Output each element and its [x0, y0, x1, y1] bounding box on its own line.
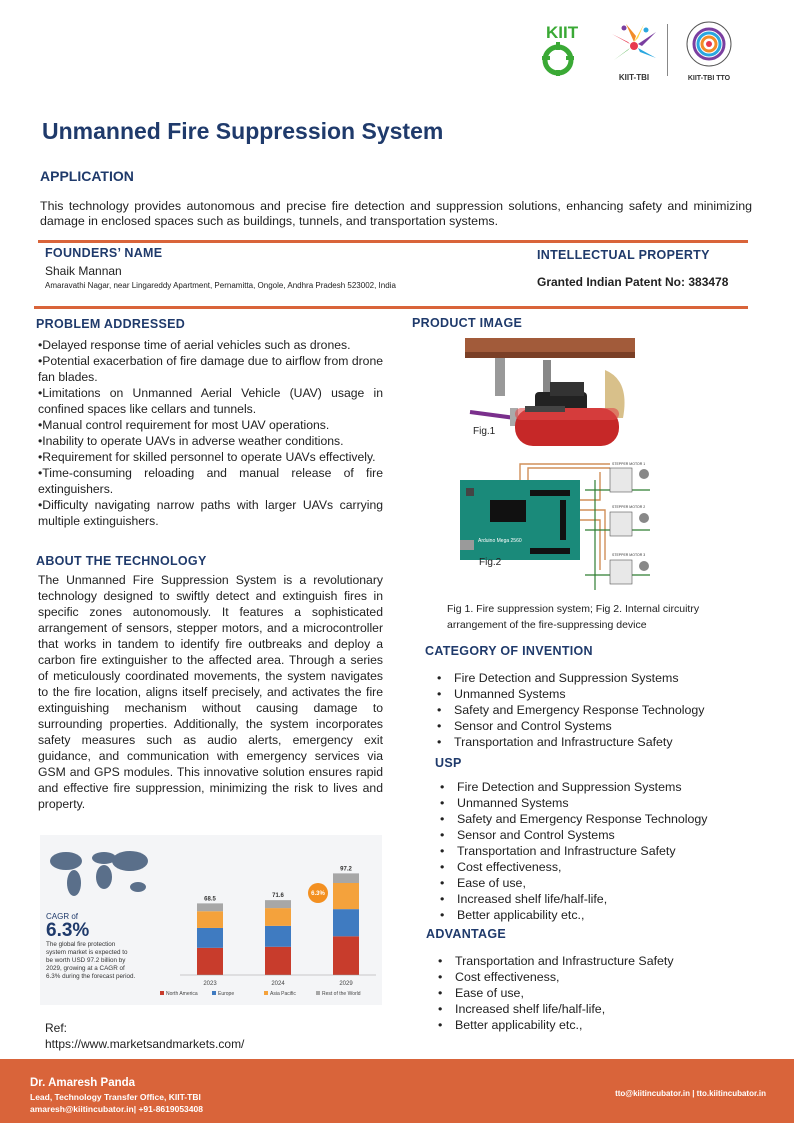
list-item: •Limitations on Unmanned Aerial Vehicle (UAV) usage in confined spaces like cellars and tunnels.	[38, 386, 383, 416]
usp-list	[437, 779, 757, 923]
stepper-motor-2-label: STEPPER MOTOR 2	[612, 505, 646, 509]
kiit-tbi-logo-text: KIIT-TBI	[618, 73, 650, 82]
footer	[0, 1059, 794, 1123]
list-item: • Cost effectiveness,	[435, 969, 755, 985]
bar-total-label: 71.6	[272, 893, 284, 900]
kiit-tbi-tto-logo-text: KIIT-TBI TTO	[687, 75, 731, 82]
list-item: • Increased shelf life/half-life,	[437, 891, 757, 907]
list-item: • Unmanned Systems	[437, 795, 757, 811]
list-item: •Inability to operate UAVs in adverse weather conditions.	[38, 434, 344, 448]
bar-segment	[197, 903, 223, 911]
product-images	[455, 330, 755, 600]
list-item: • Better applicability etc.,	[437, 907, 757, 923]
kiit-tbi-tto-logo	[676, 18, 742, 82]
legend-label: North America	[166, 991, 198, 997]
list-item: • Transportation and Infrastructure Safety	[434, 734, 754, 750]
bar-segment	[333, 873, 359, 883]
fig2-label: Fig.2	[479, 557, 502, 568]
patent-number: Granted Indian Patent No: 383478	[537, 275, 729, 289]
bar-segment	[333, 909, 359, 936]
bar-total-label: 97.2	[340, 866, 352, 873]
category-tick-label: 2024	[271, 981, 285, 987]
logo-divider	[667, 24, 668, 76]
application-heading: APPLICATION	[40, 168, 134, 184]
reference-link[interactable]: https://www.marketsandmarkets.com/	[45, 1037, 245, 1051]
list-item: •Delayed response time of aerial vehicles such as drones.	[38, 338, 351, 352]
list-item: • Transportation and Infrastructure Safety	[435, 953, 755, 969]
list-item: • Ease of use,	[435, 985, 755, 1001]
cagr-value: 6.3%	[46, 920, 90, 941]
bar-segment	[197, 948, 223, 975]
list-item: • Ease of use,	[437, 875, 757, 891]
legend-label: Rest of the World	[322, 991, 361, 997]
reference-label: Ref:	[45, 1021, 68, 1035]
category-list	[434, 670, 754, 750]
problem-heading: PROBLEM ADDRESSED	[36, 317, 186, 331]
kiit-logo	[528, 22, 606, 78]
market-infographic	[40, 835, 382, 1005]
footer-website[interactable]: tto@kiitincubator.in | tto.kiitincubator.in	[615, 1089, 766, 1098]
legend-label: Asia Pacific	[270, 991, 296, 997]
list-item: • Unmanned Systems	[434, 686, 754, 702]
bar-segment	[333, 883, 359, 909]
problem-list	[38, 337, 383, 529]
bar-segment	[265, 908, 291, 926]
bar-segment	[197, 911, 223, 928]
figure-caption: Fig 1. Fire suppression system; Fig 2. Internal circuitry arrangement of the fire-suppressing device	[447, 603, 700, 631]
bar-segment	[265, 947, 291, 975]
divider-middle	[34, 306, 748, 309]
bar-segment	[265, 900, 291, 908]
category-tick-label: 2029	[339, 981, 353, 987]
list-item: • Increased shelf life/half-life,	[435, 1001, 755, 1017]
list-item: • Sensor and Control Systems	[437, 827, 757, 843]
market-description: The global fire protection system market is expected to be worth USD 97.2 billion by 2029, growing at a CAGR of 6.3% during the forecast period.	[46, 941, 136, 980]
list-item: • Better applicability etc.,	[435, 1017, 755, 1033]
bar-segment	[197, 928, 223, 948]
cagr-badge-label: 6.3%	[311, 891, 325, 897]
founder-address: Amaravathi Nagar, near Lingareddy Apartment, Pernamitta, Ongole, Andhra Pradesh 523002, India	[45, 281, 396, 290]
list-item: •Difficulty navigating narrow paths with larger UAVs carrying multiple extinguishers.	[38, 498, 383, 528]
list-item: • Fire Detection and Suppression Systems	[434, 670, 754, 686]
advantage-list	[435, 953, 755, 1033]
footer-contact-role: Lead, Technology Transfer Office, KIIT-TBI	[30, 1092, 201, 1102]
about-heading: ABOUT THE TECHNOLOGY	[36, 554, 207, 568]
list-item: • Fire Detection and Suppression Systems	[437, 779, 757, 795]
list-item: • Safety and Emergency Response Technology	[437, 811, 757, 827]
list-item: • Transportation and Infrastructure Safety	[437, 843, 757, 859]
founder-name: Shaik Mannan	[45, 264, 122, 278]
stepper-motor-1-label: STEPPER MOTOR 1	[612, 462, 646, 466]
application-text: This technology provides autonomous and precise fire detection and suppression solutions, enhancing safety and minimizing damage in enclosed spaces such as buildings, tunnels, and transportation systems.	[40, 199, 752, 228]
cagr-label: CAGR of	[46, 912, 79, 921]
market-bar-chart	[150, 845, 382, 1005]
legend-swatch	[212, 991, 216, 995]
category-tick-label: 2023	[203, 981, 217, 987]
list-item: •Time-consuming reloading and manual release of fire extinguishers.	[38, 466, 383, 496]
founders-heading: FOUNDERS’ NAME	[45, 246, 163, 260]
list-item: • Sensor and Control Systems	[434, 718, 754, 734]
list-item: • Safety and Emergency Response Technology	[434, 702, 754, 718]
fig1-label: Fig.1	[473, 426, 496, 437]
category-heading: CATEGORY OF INVENTION	[425, 644, 593, 658]
world-map-graphic	[44, 843, 154, 903]
ip-heading: INTELLECTUAL PROPERTY	[537, 248, 710, 262]
kiit-tbi-logo	[606, 18, 662, 82]
footer-contact-name: Dr. Amaresh Panda	[30, 1077, 136, 1089]
legend-swatch	[264, 991, 268, 995]
list-item: •Requirement for skilled personnel to operate UAVs effectively.	[38, 450, 376, 464]
bar-total-label: 68.5	[204, 896, 216, 903]
page-title: Unmanned Fire Suppression System	[42, 118, 444, 144]
footer-contact-details[interactable]: amaresh@kiitincubator.in| +91-8619053408	[30, 1104, 203, 1114]
list-item: •Manual control requirement for most UAV operations.	[38, 418, 330, 432]
bar-segment	[265, 926, 291, 947]
advantage-heading: ADVANTAGE	[426, 927, 507, 941]
stepper-motor-3-label: STEPPER MOTOR 3	[612, 553, 646, 557]
legend-swatch	[316, 991, 320, 995]
product-image-heading: PRODUCT IMAGE	[412, 316, 523, 330]
list-item: • Cost effectiveness,	[437, 859, 757, 875]
legend-label: Europe	[218, 991, 235, 997]
board-label: Arduino Mega 2560	[478, 538, 522, 544]
kiit-logo-text: KIIT	[546, 23, 579, 42]
usp-heading: USP	[435, 756, 462, 770]
circuit-diagram-image	[460, 460, 660, 600]
about-text: The Unmanned Fire Suppression System is a revolutionary technology designed to swiftly detect and extinguish fires in specific zones autonomously. It features a sophisticated arrangement of sensors, stepper motors, and a microcontroller that works in tandem to identify fire outbreaks and deploy a carbon fire extinguisher to the affected area. Through a series of meticulously coordinated movements, the system navigates to the fire location, aligns itself precisely, and activates the fire extinguishing mechanism without causing damage to surrounding properties. Additionally, the system incorporates safety measures such as audio alerts, emergency exit guidance, and communication with emergency services via GSM and GPS modules. This innovative solution ensures rapid and effective fire suppression, minimizing the risk to lives and property.	[38, 573, 383, 811]
list-item: •Potential exacerbation of fire damage due to airflow from drone fan blades.	[38, 354, 383, 384]
divider-top	[38, 240, 748, 243]
legend-swatch	[160, 991, 164, 995]
bar-segment	[333, 936, 359, 975]
